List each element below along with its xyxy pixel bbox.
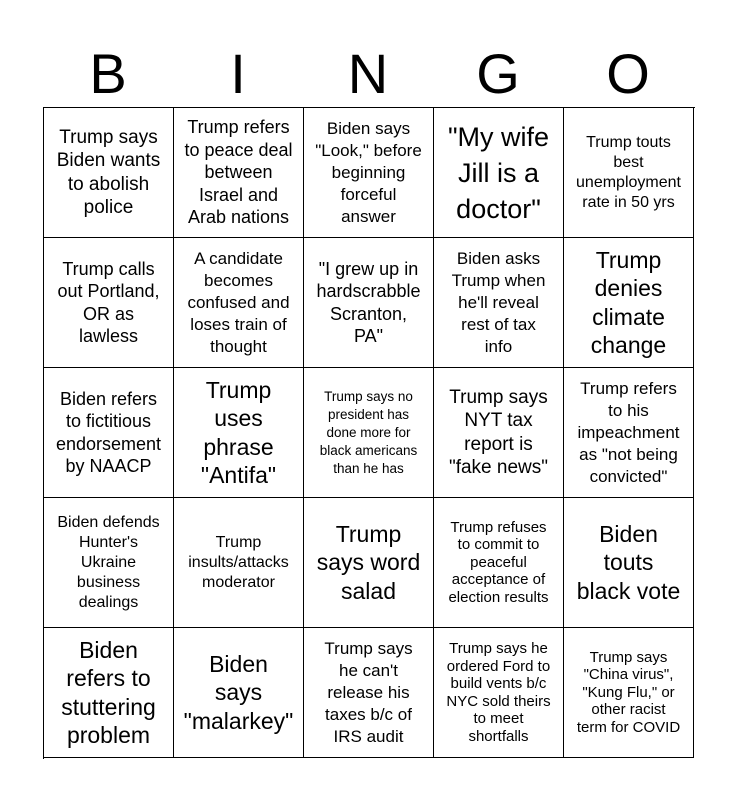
bingo-cell[interactable] — [434, 498, 564, 628]
bingo-cell[interactable] — [44, 498, 174, 628]
cell-text: Trump touts best unemployment rate in 50 yrs — [576, 133, 681, 211]
bingo-cell[interactable] — [174, 108, 304, 238]
bingo-cell[interactable] — [564, 498, 694, 628]
bingo-cell[interactable] — [434, 108, 564, 238]
cell-text: Biden defends Hunter's Ukraine business dealings — [57, 513, 160, 611]
cell-text: Biden says "malarkey" — [183, 650, 294, 734]
cell-text: Trump calls out Portland, OR as lawless — [57, 258, 160, 346]
bingo-cell[interactable] — [174, 368, 304, 498]
cell-text: Trump says NYT tax report is "fake news" — [448, 386, 549, 478]
cell-text: Trump insults/attacks moderator — [188, 533, 289, 591]
bingo-cell[interactable] — [434, 368, 564, 498]
cell-text: Trump says he can't release his taxes b/c of IRS audit — [324, 638, 413, 746]
cell-text: Biden refers to stuttering problem — [61, 636, 156, 748]
bingo-cell[interactable] — [174, 498, 304, 628]
header-letter-o: O — [606, 42, 650, 105]
cell-text: Trump says he ordered Ford to build vents b/c NYC sold theirs to meet shortfalls — [446, 640, 551, 745]
bingo-cell[interactable] — [304, 108, 434, 238]
cell-text: A candidate becomes confused and loses train of thought — [187, 248, 290, 356]
cell-text: Trump uses phrase "Antifa" — [200, 376, 277, 488]
bingo-header — [43, 40, 693, 108]
cell-text: Biden touts black vote — [576, 520, 681, 604]
cell-text: Trump says "China virus", "Kung Flu," or other racist term for COVID — [576, 648, 681, 736]
header-letter-i: I — [230, 42, 246, 105]
cell-text: Biden refers to fictitious endorsement by NAACP — [55, 388, 162, 476]
bingo-cell[interactable] — [174, 238, 304, 368]
bingo-cell[interactable] — [304, 628, 434, 758]
bingo-cell[interactable] — [174, 628, 304, 758]
cell-text: "I grew up in hardscrabble Scranton, PA" — [316, 258, 421, 346]
bingo-cell[interactable] — [304, 238, 434, 368]
bingo-cell[interactable] — [434, 628, 564, 758]
bingo-cell[interactable] — [564, 108, 694, 238]
bingo-cell[interactable] — [304, 498, 434, 628]
bingo-cell[interactable] — [44, 368, 174, 498]
bingo-cell[interactable] — [44, 108, 174, 238]
cell-text: Trump says word salad — [316, 520, 421, 604]
cell-text: Trump says Biden wants to abolish police — [56, 126, 161, 218]
bingo-cell[interactable] — [564, 368, 694, 498]
bingo-cell[interactable] — [434, 238, 564, 368]
bingo-cell[interactable] — [44, 628, 174, 758]
bingo-cell[interactable] — [44, 238, 174, 368]
cell-text: Biden says "Look," before beginning forceful answer — [315, 118, 422, 226]
cell-text: Trump refuses to commit to peaceful acceptance of election results — [448, 518, 549, 606]
bingo-cell[interactable] — [564, 238, 694, 368]
cell-text: Trump refers to peace deal between Israel and Arab nations — [184, 117, 293, 228]
cell-text: Trump refers to his impeachment as "not being convicted" — [577, 378, 680, 486]
bingo-grid — [43, 107, 695, 759]
header-letter-b: B — [89, 42, 127, 105]
cell-text: Trump denies climate change — [590, 246, 667, 358]
cell-text: "My wife Jill is a doctor" — [447, 121, 550, 224]
bingo-cell[interactable] — [304, 368, 434, 498]
header-letter-n: N — [347, 42, 389, 105]
header-letter-g: G — [476, 42, 520, 105]
bingo-cell[interactable] — [564, 628, 694, 758]
cell-text: Biden asks Trump when he'll reveal rest of tax info — [451, 248, 546, 356]
cell-text: Trump says no president has done more for black americans than he has — [319, 388, 418, 476]
